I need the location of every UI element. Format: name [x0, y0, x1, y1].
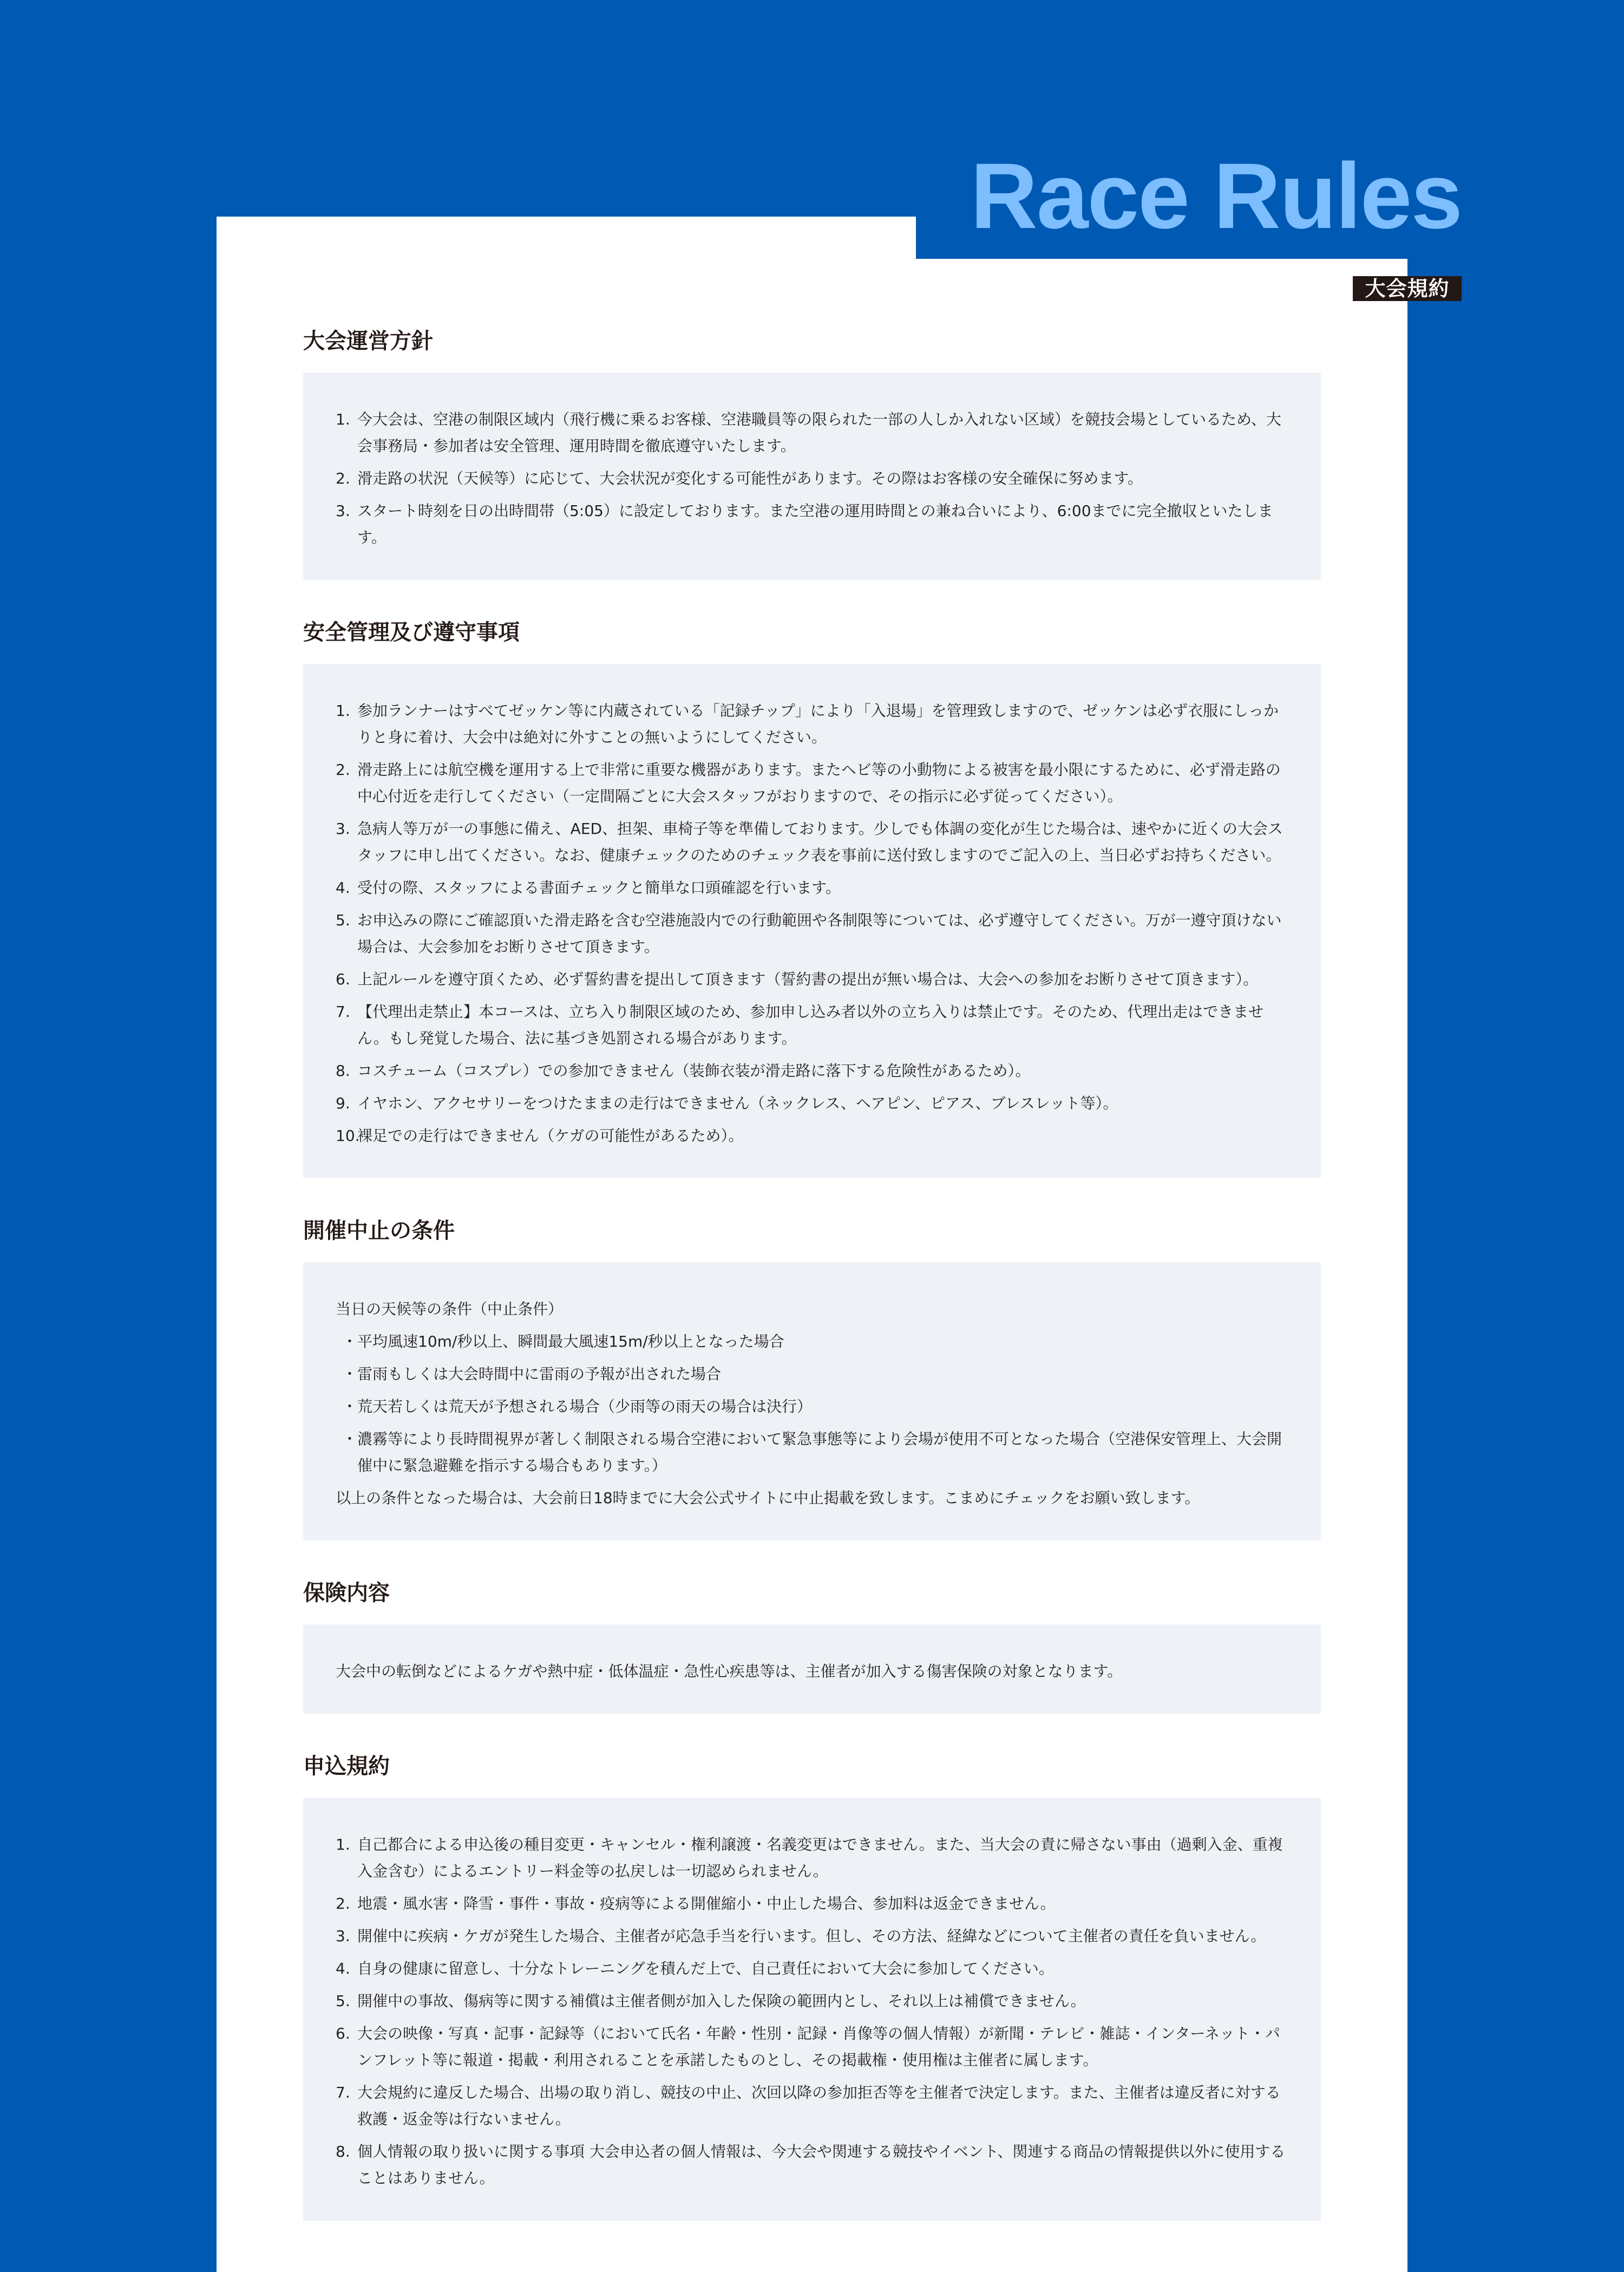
item-number: 6.: [336, 2025, 350, 2042]
list-item: [336, 815, 1294, 869]
item-number: 1.: [336, 410, 350, 428]
item-text: 大会の映像・写真・記事・記録等（において氏名・年齢・性別・記録・肖像等の個人情報）が新聞・テレビ・雑誌・インターネット・パンフレット等に報道・掲載・利用されることを承諾したものとし、その掲載権・使用権は主催者に属します。: [357, 2025, 1280, 2069]
section-insurance: [303, 1580, 1321, 1714]
item-number: 4.: [336, 879, 350, 897]
conditions-outro: 以上の条件となった場合は、大会前日18時までに大会公式サイトに中止掲載を致します。こまめにチェックをお願い致します。: [336, 1489, 1200, 1507]
list-item: [336, 465, 1294, 492]
item-number: 9.: [336, 1094, 350, 1112]
subtitle-label: 大会規約: [1353, 276, 1462, 301]
item-text: 受付の際、スタッフによる書面チェックと簡単な口頭確認を行います。: [357, 879, 841, 897]
item-number: 2.: [336, 469, 350, 487]
section-heading: 申込規約: [303, 1754, 390, 1779]
section-heading: 安全管理及び遵守事項: [303, 620, 520, 645]
item-text: コスチューム（コスプレ）での参加できません（装飾衣装が滑走路に落下する危険性があるため）。: [357, 1062, 1031, 1080]
item-number: 6.: [336, 970, 350, 988]
section-box: [303, 1262, 1321, 1540]
bullet-icon: ・: [342, 1398, 358, 1415]
item-text: 裸足での走行はできません（ケガの可能性があるため）。: [357, 1127, 744, 1145]
list-item: [336, 874, 1294, 901]
list-item: [336, 1328, 1294, 1355]
section-operation-policy: [303, 328, 1321, 580]
item-number: 3.: [336, 820, 350, 838]
list-item: [336, 966, 1294, 993]
list-item: [336, 2020, 1294, 2073]
list-item: [336, 1831, 1294, 1884]
item-text: スタート時刻を日の出時間帯（5:05）に設定しております。また空港の運用時間との兼ね合いにより、6:00までに完全撤収といたします。: [357, 502, 1273, 546]
item-number: 4.: [336, 1960, 350, 1977]
numbered-list: [336, 697, 1294, 1149]
section-heading: 保険内容: [303, 1581, 390, 1605]
list-item: [336, 2079, 1294, 2132]
list-item: [336, 998, 1294, 1052]
list-item: [336, 1361, 1294, 1387]
item-number: 8.: [336, 1062, 350, 1080]
list-item: [336, 697, 1294, 750]
bullet-icon: ・: [342, 1333, 358, 1350]
numbered-list: [336, 1831, 1294, 2191]
item-number: 10.: [336, 1127, 360, 1145]
section-box: [303, 1624, 1321, 1714]
item-text: 濃霧等により長時間視界が著しく制限される場合空港において緊急事態等により会場が使用不可となった場合（空港保安管理上、大会開催中に緊急避難を指示する場合もあります。）: [357, 1430, 1282, 1474]
section-application-terms: [303, 1753, 1321, 2221]
conditions-intro: 当日の天候等の条件（中止条件）: [336, 1300, 564, 1318]
list-item: [336, 1988, 1294, 2014]
item-text: 自己都合による申込後の種目変更・キャンセル・権利譲渡・名義変更はできません。また、当大会の責に帰さない事由（過剰入金、重複入金含む）によるエントリー料金等の払戻しは一切認められません。: [357, 1836, 1283, 1880]
section-box: [303, 664, 1321, 1178]
item-number: 7.: [336, 1003, 350, 1021]
item-number: 5.: [336, 911, 350, 929]
item-text: 雷雨もしくは大会時間中に雷雨の予報が出された場合: [357, 1365, 722, 1383]
list-item: [336, 1057, 1294, 1084]
item-text: 滑走路の状況（天候等）に応じて、大会状況が変化する可能性があります。その際はお客様の安全確保に努めます。: [357, 469, 1143, 487]
item-number: 1.: [336, 702, 350, 720]
section-cancellation-conditions: [303, 1218, 1321, 1540]
item-number: 1.: [336, 1836, 350, 1853]
list-item: [336, 2138, 1294, 2191]
item-number: 5.: [336, 1992, 350, 2010]
item-text: 開催中の事故、傷病等に関する補償は主催者側が加入した保険の範囲内とし、それ以上は補償できません。: [357, 1992, 1086, 2010]
bullet-icon: ・: [342, 1430, 358, 1448]
list-item: [336, 498, 1294, 551]
page-title: Race Rules: [970, 144, 1462, 248]
item-text: 【代理出走禁止】本コースは、立ち入り制限区域のため、参加申し込み者以外の立ち入りは禁止です。そのため、代理出走はできません。もし発覚した場合、法に基づき処罰される場合があります。: [357, 1003, 1264, 1047]
item-text: 個人情報の取り扱いに関する事項 大会申込者の個人情報は、今大会や関連する競技やイベント、関連する商品の情報提供以外に使用することはありません。: [357, 2143, 1286, 2187]
item-text: 大会規約に違反した場合、出場の取り消し、競技の中止、次回以降の参加拒否等を主催者で決定します。また、主催者は違反者に対する救護・返金等は行ないません。: [357, 2084, 1281, 2128]
list-item: [336, 406, 1294, 459]
section-heading: 開催中止の条件: [303, 1218, 455, 1243]
list-item: [336, 756, 1294, 809]
section-safety-rules: [303, 619, 1321, 1178]
item-text: 今大会は、空港の制限区域内（飛行機に乗るお客様、空港職員等の限られた一部の人しか入れない区域）を競技会場としているため、大会事務局・参加者は安全管理、運用時間を徹底遵守いたします。: [357, 410, 1281, 455]
section-heading: 大会運営方針: [303, 329, 433, 354]
item-text: 急病人等万が一の事態に備え、AED、担架、車椅子等を準備しております。少しでも体調の変化が生じた場合は、速やかに近くの大会スタッフに申し出てください。なお、健康チェックのためのチェック表を事前に送付致しますのでご記入の上、当日必ずお持ちください。: [357, 820, 1283, 864]
item-text: 自身の健康に留意し、十分なトレーニングを積んだ上で、自己責任において大会に参加してください。: [357, 1960, 1054, 1977]
item-text: イヤホン、アクセサリーをつけたままの走行はできません（ネックレス、ヘアピン、ピアス、ブレスレット等）。: [357, 1094, 1118, 1112]
item-number: 3.: [336, 502, 350, 520]
list-item: [336, 1890, 1294, 1917]
numbered-list: [336, 406, 1294, 551]
bullet-icon: ・: [342, 1365, 358, 1383]
item-text: 滑走路上には航空機を運用する上で非常に重要な機器があります。またヘビ等の小動物による被害を最小限にするために、必ず滑走路の中心付近を走行してください（一定間隔ごとに大会スタッフがおりますので、その指示に必ず従ってください）。: [357, 761, 1281, 805]
section-box: [303, 373, 1321, 580]
item-text: 平均風速10m/秒以上、瞬間最大風速15m/秒以上となった場合: [357, 1333, 784, 1350]
insurance-text: 大会中の転倒などによるケガや熱中症・低体温症・急性心疾患等は、主催者が加入する傷害保険の対象となります。: [336, 1662, 1123, 1680]
item-text: 地震・風水害・降雪・事件・事故・疫病等による開催縮小・中止した場合、参加料は返金できません。: [357, 1895, 1056, 1912]
rules-content: [303, 328, 1321, 2260]
section-box: [303, 1798, 1321, 2221]
item-number: 2.: [336, 1895, 350, 1912]
item-text: 開催中に疾病・ケガが発生した場合、主催者が応急手当を行います。但し、その方法、経緯などについて主催者の責任を負いません。: [357, 1927, 1266, 1945]
item-number: 7.: [336, 2084, 350, 2101]
item-number: 8.: [336, 2143, 350, 2160]
item-text: 参加ランナーはすべてゼッケン等に内蔵されている「記録チップ」により「入退場」を管理致しますので、ゼッケンは必ず衣服にしっかりと身に着け、大会中は絶対に外すことの無いようにしてください。: [357, 702, 1279, 746]
item-number: 3.: [336, 1927, 350, 1945]
list-item: [336, 907, 1294, 960]
list-item: [336, 1923, 1294, 1949]
list-item: [336, 1122, 1294, 1149]
list-item: [336, 1426, 1294, 1479]
list-item: [336, 1393, 1294, 1420]
bullet-list: [336, 1328, 1294, 1479]
item-text: 荒天若しくは荒天が予想される場合（少雨等の雨天の場合は決行）: [357, 1398, 813, 1415]
list-item: [336, 1090, 1294, 1117]
list-item: [336, 1955, 1294, 1982]
item-number: 2.: [336, 761, 350, 779]
item-text: お申込みの際にご確認頂いた滑走路を含む空港施設内での行動範囲や各制限等については、必ず遵守してください。万が一遵守頂けない場合は、大会参加をお断りさせて頂きます。: [357, 911, 1282, 956]
item-text: 上記ルールを遵守頂くため、必ず誓約書を提出して頂きます（誓約書の提出が無い場合は、大会への参加をお断りさせて頂きます）。: [357, 970, 1259, 988]
